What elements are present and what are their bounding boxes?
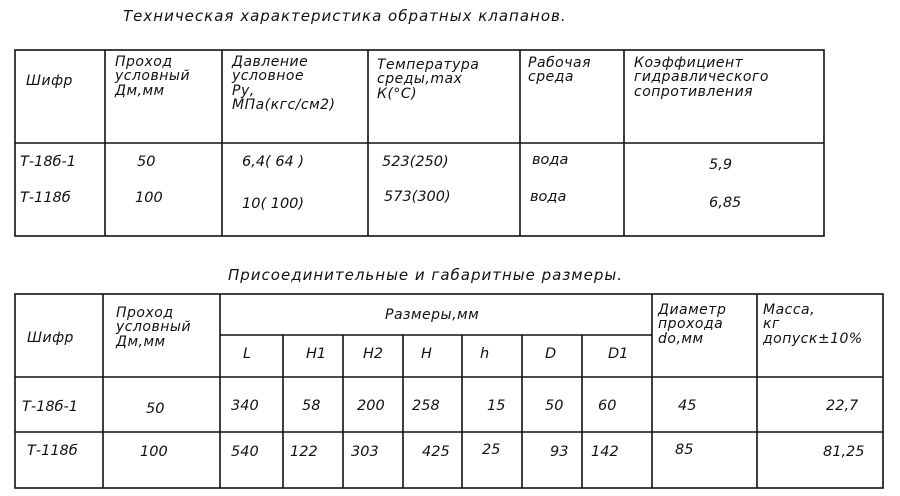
- t2-row2-size-H: 425: [422, 444, 450, 460]
- t1-row2-medium: вода: [530, 189, 567, 205]
- t1-row1-pressure: 6,4( 64 ): [242, 154, 305, 170]
- t1-header-medium: Рабочая среда: [528, 55, 591, 86]
- t2-header-diameter: Диаметр прохода do,мм: [658, 302, 727, 347]
- t1-row2-passage: 100: [135, 190, 163, 206]
- t2-row1-size-H2: 200: [357, 398, 385, 414]
- t1-row2-coefficient: 6,85: [709, 195, 742, 211]
- t1-row2-temperature: 573(300): [384, 189, 451, 205]
- t2-row1-code: Т-18б-1: [22, 399, 78, 415]
- t2-header-col-H1: H1: [306, 346, 327, 362]
- t1-header-pressure: Давление условное Ру, МПа(кгс/см2): [232, 54, 336, 113]
- t1-row1-passage: 50: [137, 154, 156, 170]
- t2-row2-size-H2: 303: [351, 444, 379, 460]
- t2-header-col-D1: D1: [608, 346, 629, 362]
- t2-row2-size-H1: 122: [290, 444, 318, 460]
- t2-row1-size-H: 258: [412, 398, 440, 414]
- t2-row1-diameter: 45: [678, 398, 697, 414]
- table1-caption: Техническая характеристика обратных клапанов.: [123, 7, 567, 25]
- t2-row1-passage: 50: [146, 401, 165, 417]
- t2-header-col-h: h: [480, 346, 490, 362]
- t2-row2-size-h: 25: [482, 442, 501, 458]
- t1-header-coefficient: Коэффициент гидравлического сопротивления: [634, 55, 769, 100]
- t2-row2-diameter: 85: [675, 442, 694, 458]
- t2-header-sizes: Размеры,мм: [385, 307, 480, 323]
- t2-row2-mass: 81,25: [823, 444, 865, 460]
- t2-row1-size-H1: 58: [302, 398, 321, 414]
- t2-row1-size-L: 340: [231, 398, 259, 414]
- t1-header-passage: Проход условный Дм,мм: [115, 54, 191, 99]
- table2-caption: Присоединительные и габаритные размеры.: [228, 266, 623, 284]
- t2-header-col-H2: H2: [363, 346, 384, 362]
- t1-row1-coefficient: 5,9: [709, 157, 733, 173]
- t1-row2-code: Т-118б: [20, 190, 71, 206]
- t1-row1-code: Т-18б-1: [20, 154, 76, 170]
- t2-row1-size-D: 50: [545, 398, 564, 414]
- t2-header-col-H: H: [421, 346, 432, 362]
- t1-header-temperature: Температура среды,max К(°С): [377, 57, 480, 102]
- t2-header-code: Шифр: [27, 330, 74, 346]
- t1-header-code: Шифр: [26, 73, 73, 89]
- t1-row1-temperature: 523(250): [382, 154, 449, 170]
- t1-row2-pressure: 10( 100): [242, 196, 305, 212]
- t2-header-col-L: L: [243, 346, 252, 362]
- t2-header-mass: Масса, кг допуск±10%: [763, 302, 863, 347]
- t1-row1-medium: вода: [532, 152, 569, 168]
- t2-row2-code: Т-118б: [27, 443, 78, 459]
- t2-row1-size-h: 15: [487, 398, 506, 414]
- t2-row1-size-D1: 60: [598, 398, 617, 414]
- t2-row2-passage: 100: [140, 444, 168, 460]
- t2-row2-size-L: 540: [231, 444, 259, 460]
- t2-row1-mass: 22,7: [826, 398, 859, 414]
- t2-header-col-D: D: [545, 346, 557, 362]
- t2-row2-size-D1: 142: [591, 444, 619, 460]
- t2-row2-size-D: 93: [550, 444, 569, 460]
- t2-header-passage: Проход условный Дм,мм: [116, 305, 192, 350]
